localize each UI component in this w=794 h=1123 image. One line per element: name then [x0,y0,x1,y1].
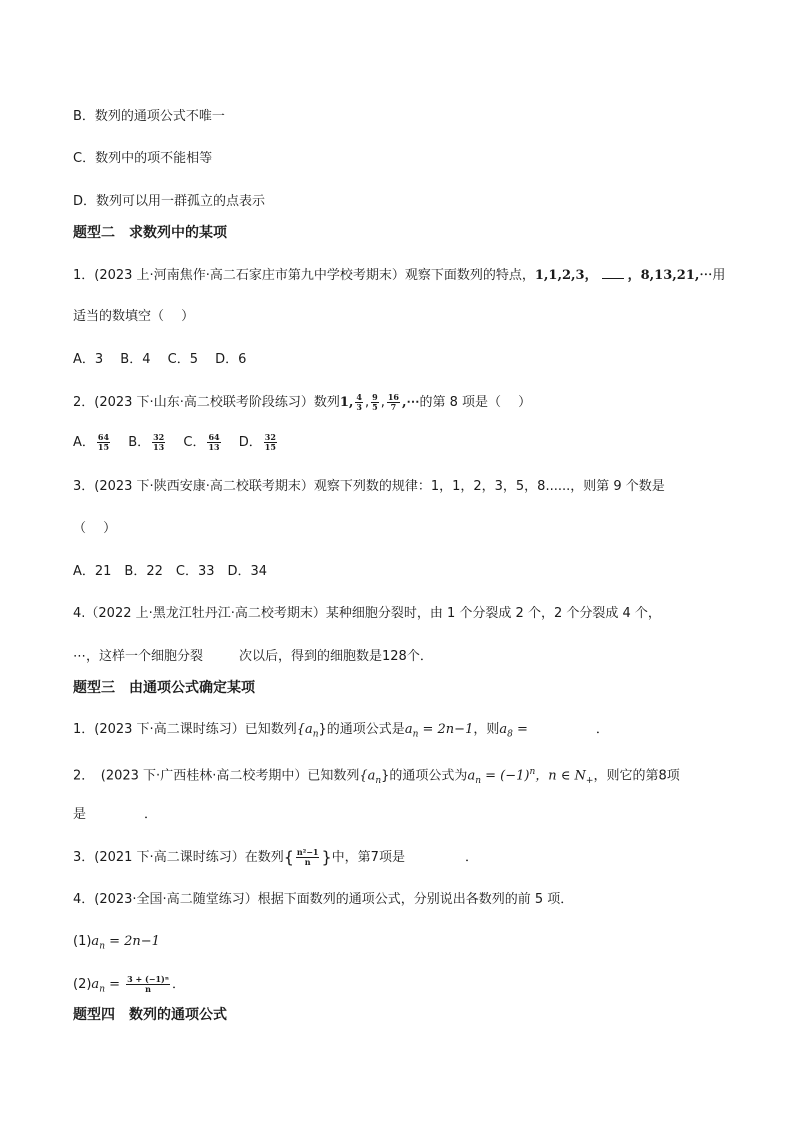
question-3-1: 1．(2023 下·高二课时练习）已知数列$\{a_n\}$的通项公式是$a_n = 2n-1$，则$a_8$ = ． [73,722,609,740]
question-2-4-line2: ⋯，这样一个细胞分裂 次以后，得到的细胞数是128个． [73,649,433,664]
question-2-2-options: A． $\frac{64}{15}$ B． $\frac{32}{13}$ C． $\frac{64}{13}$ D． $\frac{32}{15}$ [73,432,276,452]
question-2-1-options: A．3 B．4 C．5 D．6 [73,352,247,367]
question-2-3-options: A．21 B．22 C．33 D．34 [73,564,268,579]
question-3-4-part2: $(2)a_n$ = $\frac{\text{3 + (−1)ⁿ}}{n}$ ． [73,974,186,995]
section-heading-type3: 题型三 由通项公式确定某项 [73,680,255,696]
question-2-3-line1: 3．(2023 下·陕西安康·高二校联考期末）观察下列数的规律：1，1，2，3，5，8......，则第 9 个数是 [73,479,665,494]
question-3-4-part1: $(1)a_n = 2n-1$ [73,934,160,952]
question-2-1-line1: 1．(2023 上·河南焦作·高二石家庄市第九中学校考期末）观察下面数列的特点，1,1,2,3， ，8,13,21,⋯用 [73,268,726,283]
option-c: C．数列中的项不能相等 [73,151,213,166]
section-heading-type2: 题型二 求数列中的某项 [73,225,227,241]
answer-blank[interactable] [602,266,624,279]
question-3-2-line1: 2． (2023 下·广西桂林·高二校考期中）已知数列$\{a_n\}$的通项公式为$a_n = (-1)^n$，n ∈ $N_+$，则它的第8项 [73,767,680,786]
option-d: D．数列可以用一群孤立的点表示 [73,194,266,209]
option-b: B．数列的通项公式不唯一 [73,109,225,124]
question-3-2-line2: 是 ． [73,807,158,822]
question-2-3-line2: （ ） [73,521,117,536]
question-3-3: 3．(2021 下·高二课时练习）在数列{ $\frac{\text{n²−1}}{n}$ }中，第7项是 ． [73,847,478,867]
question-2-4-line1: 4.（2022 上·黑龙江牡丹江·高二校考期末）某种细胞分裂时，由 1 个分裂成 2 个，2 个分裂成 4 个， [73,606,661,621]
question-2-2: 2．(2023 下·山东·高二校联考阶段练习）数列1, $\frac{4}{3}$ , $\frac{9}{5}$ , $\frac{16}{7}$ ,⋯的第 8 项是（ ） [73,392,532,412]
question-3-4: 4．(2023·全国·高二随堂练习）根据下面数列的通项公式，分别说出各数列的前 5 项． [73,892,574,907]
section-heading-type4: 题型四 数列的通项公式 [73,1007,227,1023]
question-2-1-line2: 适当的数填空（ ） [73,309,195,324]
